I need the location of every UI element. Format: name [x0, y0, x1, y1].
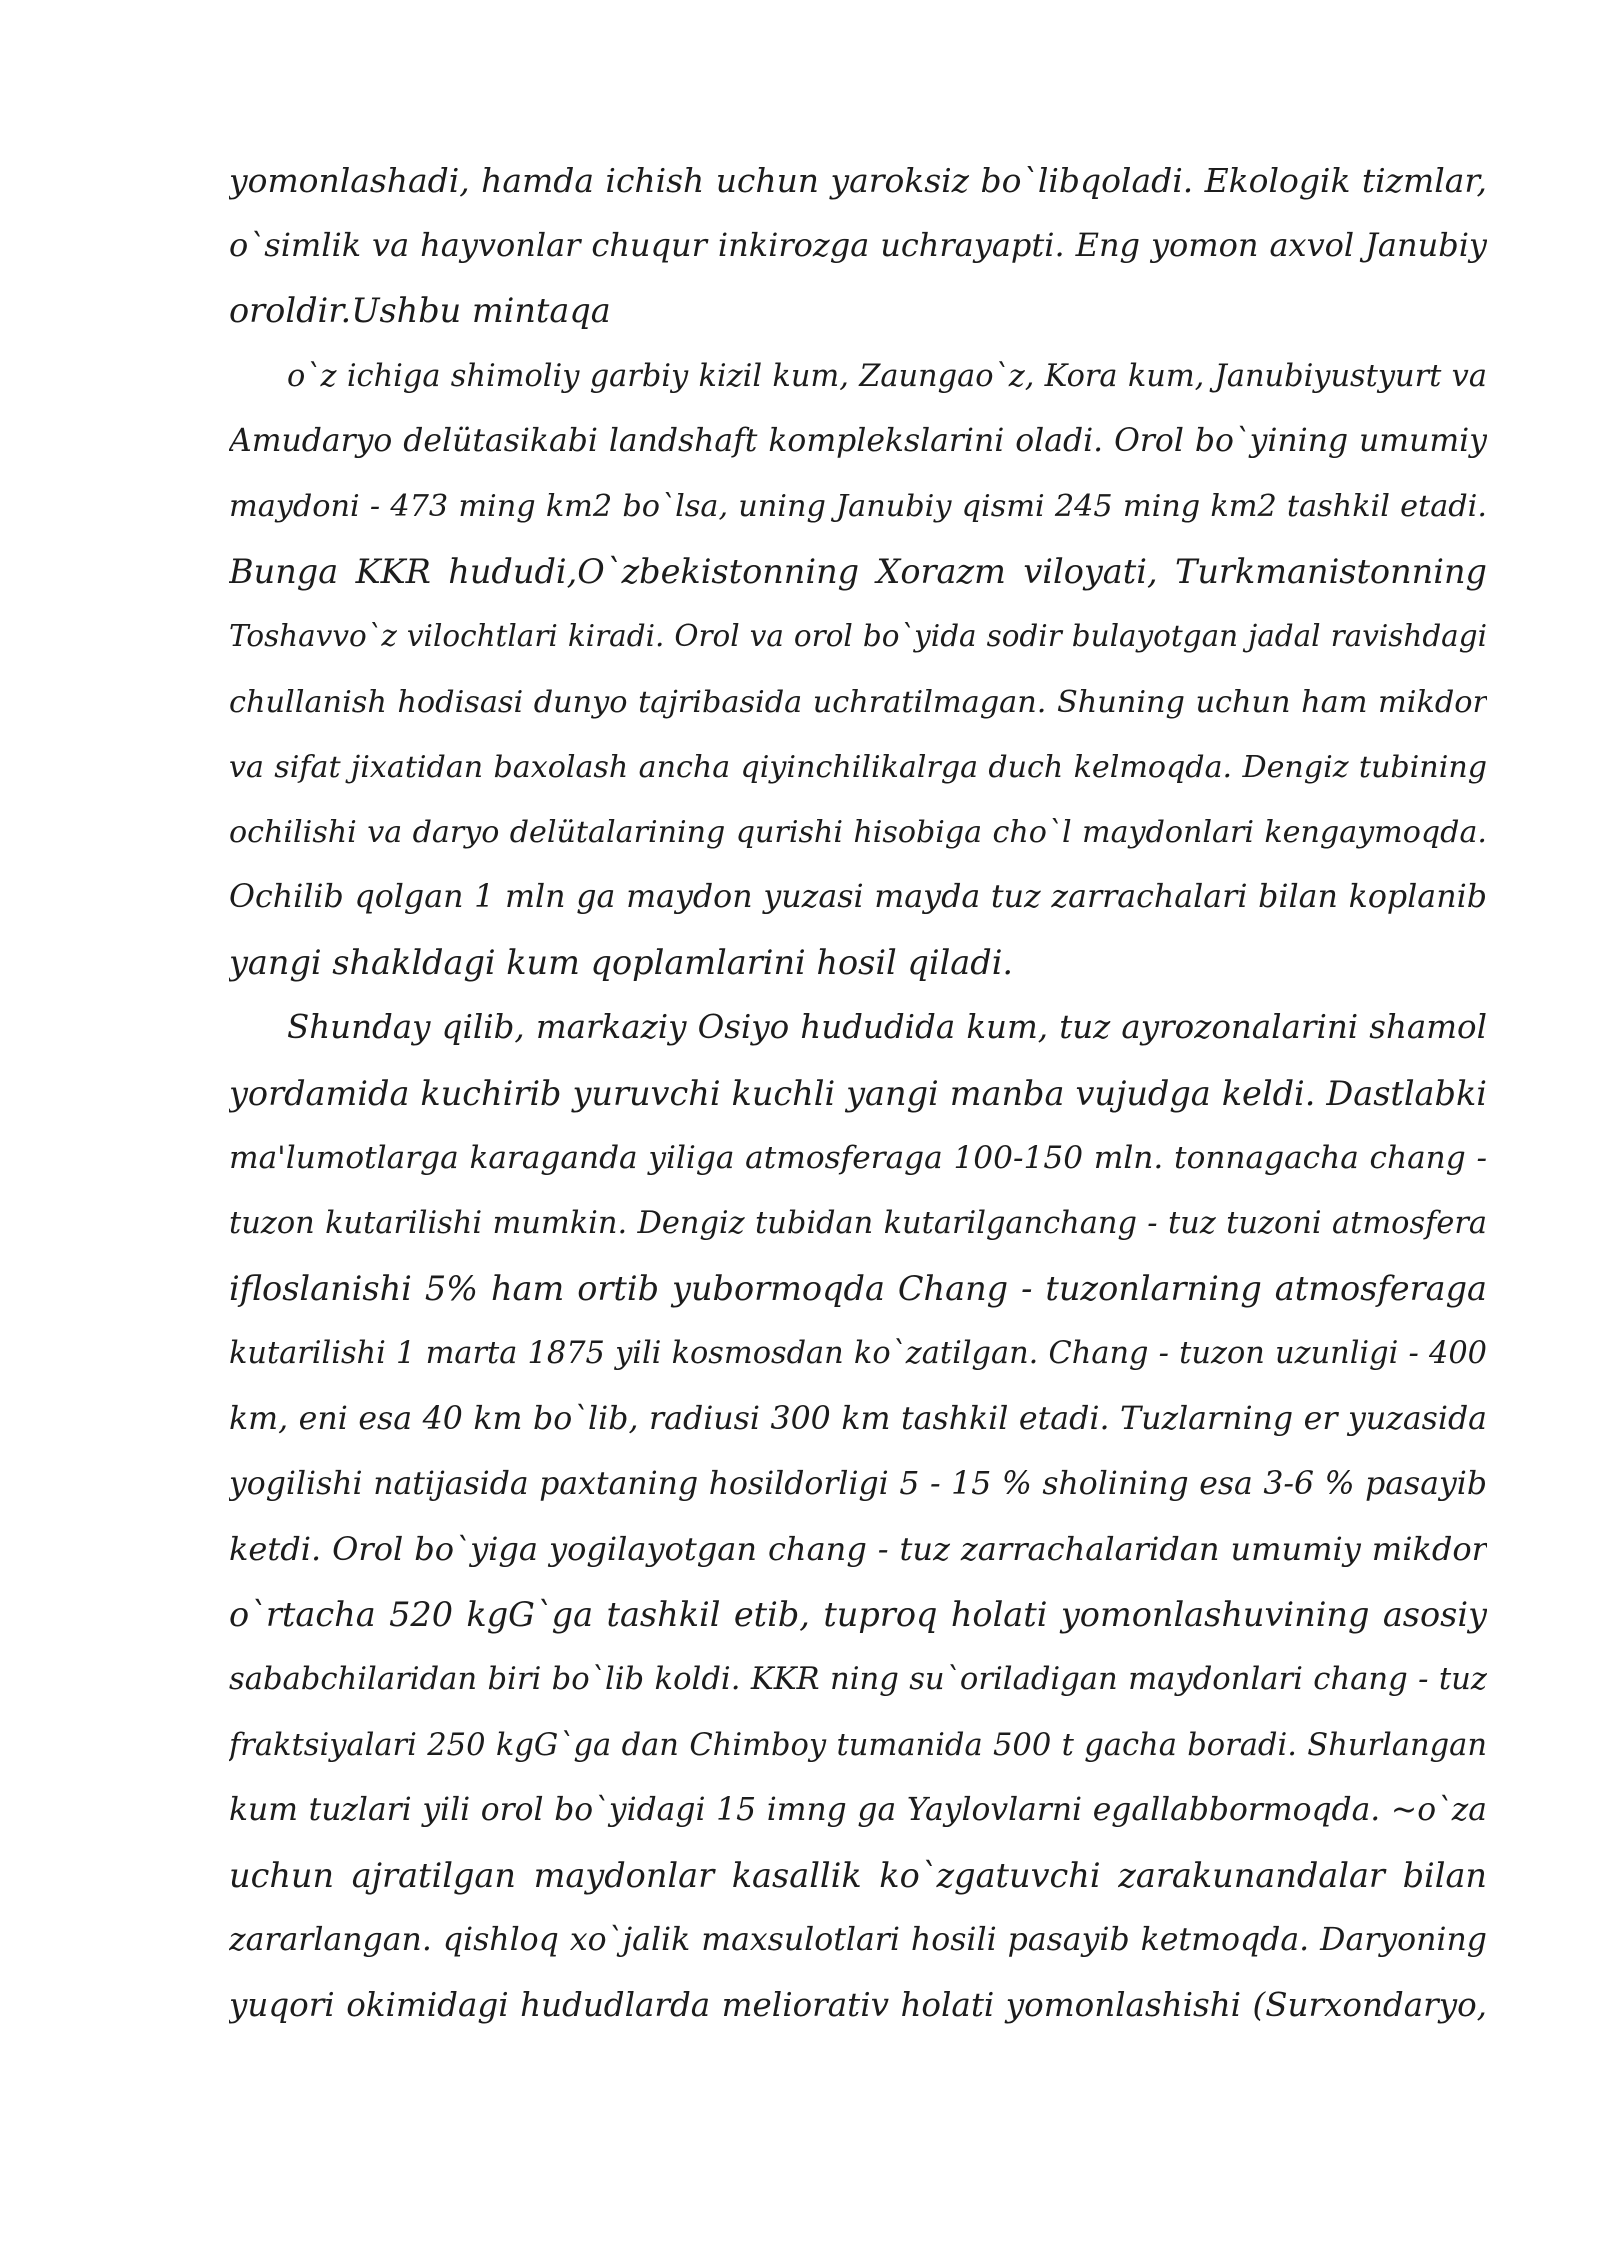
text-line: fraktsiyalari 250 kgG`ga dan Chimboy tumanida 500 t gacha boradi. Shurlangan [229, 1727, 1487, 1763]
text-line: Toshavvo`z vilochtlari kiradi. Orol va orol bo`yida sodir bulayotgan jadal ravishdagi [229, 619, 1487, 654]
text-line: yordamida kuchirib yuruvchi kuchli yangi manba vujudga keldi. Dastlabki [229, 1073, 1487, 1113]
text-line: sababchilaridan biri bo`lib koldi. KKR ning su`oriladigan maydonlari chang - tuz [229, 1662, 1487, 1698]
text-line: kutarilishi 1 marta 1875 yili kosmosdan ko`zatilgan. Chang - tuzon uzunligi - 400 [229, 1336, 1487, 1372]
text-line: tuzon kutarilishi mumkin. Dengiz tubidan kutarilganchang - tuz tuzoni atmosfera [229, 1206, 1487, 1241]
text-line: ketdi. Orol bo`yiga yogilayotgan chang - tuz zarrachalaridan umumiy mikdor [229, 1529, 1487, 1568]
text-line: ifloslanishi 5% ham ortib yubormoqda Chang - tuzonlarning atmosferaga [229, 1269, 1487, 1309]
text-line: yogilishi natijasida paxtaning hosildorligi 5 - 15 % sholining esa 3-6 % pasayib [229, 1465, 1487, 1502]
text-line: o`rtacha 520 kgG`ga tashkil etib, tuproq holati yomonlashuvining asosiy [229, 1595, 1487, 1635]
text-line: yangi shakldagi kum qoplamlarini hosil qiladi. [229, 943, 1014, 983]
text-line: o`z ichiga shimoliy garbiy kizil kum, Zaungao`z, Kora kum, Janubiyustyurt va [287, 358, 1487, 394]
text-line: oroldir.Ushbu mintaqa [229, 291, 611, 331]
text-line: ma'lumotlarga karaganda yiliga atmosferaga 100-150 mln. tonnagacha chang - [229, 1139, 1487, 1176]
text-line: km, eni esa 40 km bo`lib, radiusi 300 km tashkil etadi. Tuzlarning er yuzasida [229, 1400, 1487, 1437]
text-line: Amudaryo delütasikabi landshaft komplekslarini oladi. Orol bo`yining umumiy [229, 422, 1487, 459]
text-line: chullanish hodisasi dunyo tajribasida uchratilmagan. Shuning uchun ham mikdor [229, 684, 1487, 720]
text-line: va sifat jixatidan baxolash ancha qiyinchilikalrga duch kelmoqda. Dengiz tubining [229, 749, 1487, 785]
text-line: o`simlik va hayvonlar chuqur inkirozga uchrayapti. Eng yomon axvol Janubiy [229, 226, 1487, 265]
text-line: yomonlashadi, hamda ichish uchun yaroksiz bo`libqoladi. Ekologik tizmlar, [229, 161, 1487, 200]
text-line: maydoni - 473 ming km2 bo`lsa, uning Janubiy qismi 245 ming km2 tashkil etadi. [229, 488, 1487, 524]
text-line: ochilishi va daryo delütalarining qurishi hisobiga cho`l maydonlari kengaymoqda. [229, 814, 1487, 850]
text-line: kum tuzlari yili orol bo`yidagi 15 imng ga Yaylovlarni egallabbormoqda. ~o`za [229, 1791, 1487, 1828]
text-line: Ochilib qolgan 1 mln ga maydon yuzasi mayda tuz zarrachalari bilan koplanib [229, 879, 1487, 916]
text-line: Bunga KKR hududi,O`zbekistonning Xorazm viloyati, Turkmanistonning [229, 552, 1487, 592]
text-line: Shunday qilib, markaziy Osiyo hududida kum, tuz ayrozonalarini shamol [287, 1008, 1487, 1047]
text-line: uchun ajratilgan maydonlar kasallik ko`zgatuvchi zarakunandalar bilan [229, 1855, 1487, 1895]
text-line: yuqori okimidagi hududlarda meliorativ holati yomonlashishi (Surxondaryo, [229, 1986, 1487, 2025]
text-line: zararlangan. qishloq xo`jalik maxsulotlari hosili pasayib ketmoqda. Daryoning [229, 1922, 1487, 1959]
body-text [229, 148, 1487, 2038]
